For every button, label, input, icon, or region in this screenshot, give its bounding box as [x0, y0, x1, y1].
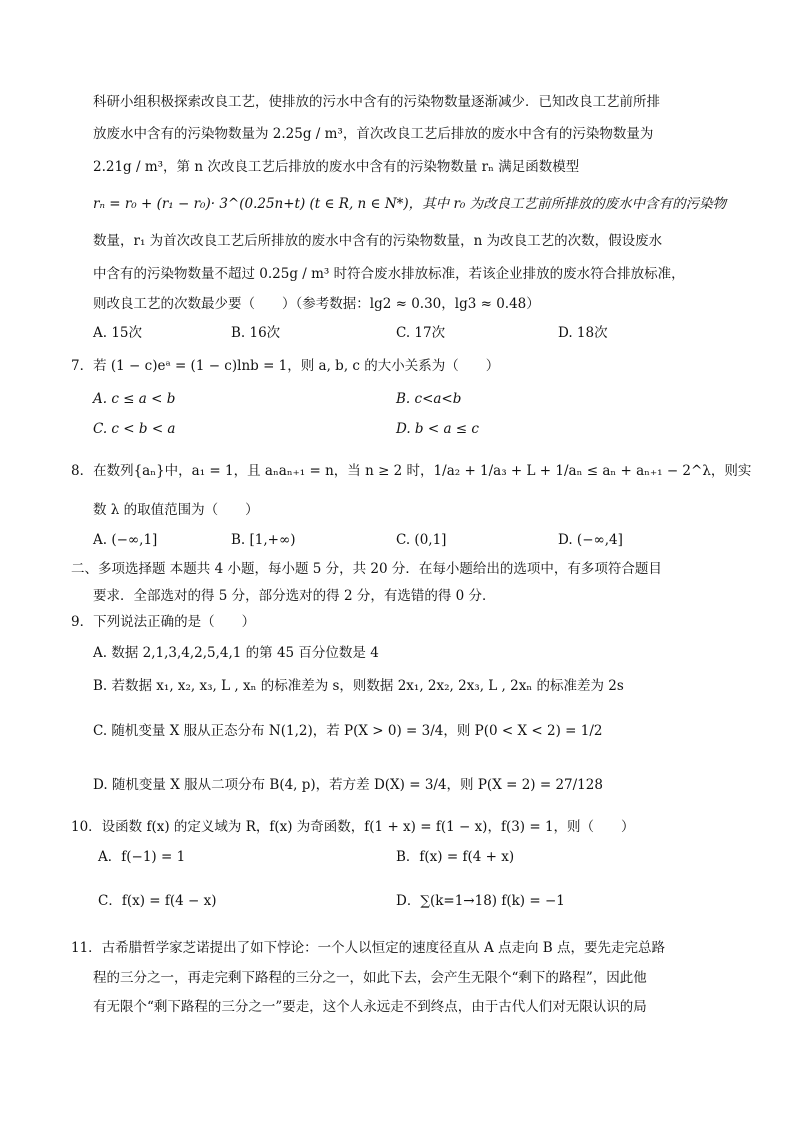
- q11-line-3: 有无限个“剩下路程的三分之一”要走，这个人永远走不到终点，由于古代人们对无限认识的局: [93, 999, 647, 1015]
- q10-stem: 10．设函数 f(x) 的定义域为 R，f(x) 为奇函数，f(1 + x) = f(1 − x)，f(3) = 1，则（ ）: [71, 819, 635, 835]
- q11-line-2: 程的三分之一，再走完剩下路程的三分之一，如此下去，会产生无限个“剩下的路程”，因此他: [93, 970, 647, 986]
- q7-option-c: C. c < b < a: [93, 421, 176, 437]
- q8-option-a: A. (−∞,1]: [93, 532, 158, 548]
- q8-option-b: B. [1,+∞): [231, 532, 296, 548]
- q6-option-b: B. 16次: [231, 325, 281, 341]
- q7-option-a: A. c ≤ a < b: [93, 391, 176, 407]
- q10-option-b: B．f(x) = f(4 + x): [396, 849, 515, 865]
- section-2-instructions: 要求．全部选对的得 5 分，部分选对的得 2 分，有选错的得 0 分．: [93, 588, 496, 604]
- q6-line-7: 则改良工艺的次数最少要（ ）（参考数据：lg2 ≈ 0.30，lg3 ≈ 0.48）: [93, 296, 540, 312]
- q8-stem-2: 数 λ 的取值范围为（ ）: [93, 502, 259, 518]
- q6-option-d: D. 18次: [558, 325, 608, 341]
- q8-stem: 8．在数列{aₙ}中，a₁ = 1，且 aₙaₙ₊₁ = n，当 n ≥ 2 时，1/a₂ + 1/a₃ + L + 1/aₙ ≤ aₙ + aₙ₊₁ − 2^λ，则实: [71, 463, 752, 479]
- q9-stem: 9．下列说法正确的是（ ）: [71, 614, 256, 630]
- q8-option-d: D. (−∞,4]: [558, 532, 623, 548]
- q6-line-5: 数量，r₁ 为首次改良工艺后所排放的废水中含有的污染物数量，n 为改良工艺的次数，假设废水: [93, 233, 663, 249]
- q10-option-a: A．f(−1) = 1: [98, 849, 186, 865]
- q6-line-6: 中含有的污染物数量不超过 0.25g / m³ 时符合废水排放标准，若该企业排放的废水符合排放标准，: [93, 266, 685, 282]
- section-2-heading: 二、多项选择题 本题共 4 小题，每小题 5 分，共 20 分．在每小题给出的选项中，有多项符合题目: [71, 561, 662, 577]
- q9-option-a: A. 数据 2,1,3,4,2,5,4,1 的第 45 百分位数是 4: [93, 645, 379, 661]
- q11-line-1: 11．古希腊哲学家芝诺提出了如下悖论：一个人以恒定的速度径直从 A 点走向 B 点，要先走完总路: [71, 940, 666, 956]
- q9-option-b: B. 若数据 x₁, x₂, x₃, L , xₙ 的标准差为 s，则数据 2x₁, 2x₂, 2x₃, L , 2xₙ 的标准差为 2s: [93, 678, 624, 694]
- q7-option-d: D. b < a ≤ c: [396, 421, 479, 437]
- q9-option-d: D. 随机变量 X 服从二项分布 B(4, p)，若方差 D(X) = 3/4，则 P(X = 2) = 27/128: [93, 777, 603, 793]
- q6-line-3: 2.21g / m³，第 n 次改良工艺后排放的废水中含有的污染物数量 rₙ 满足函数模型: [93, 159, 580, 175]
- q6-formula-line: rₙ = r₀ + (r₁ − r₀)· 3^(0.25n+t) (t ∈ R, n ∈ N*)，其中 r₀ 为改良工艺前所排放的废水中含有的污染物: [93, 196, 727, 212]
- q6-option-a: A. 15次: [93, 325, 143, 341]
- q7-stem: 7．若 (1 − c)eᵃ = (1 − c)lnb = 1，则 a, b, c 的大小关系为（ ）: [71, 358, 500, 374]
- q6-option-c: C. 17次: [396, 325, 446, 341]
- q10-option-c: C．f(x) = f(4 − x): [98, 893, 217, 909]
- q6-line-2: 放废水中含有的污染物数量为 2.25g / m³，首次改良工艺后排放的废水中含有的污染物数量为: [93, 126, 654, 142]
- q6-line-1: 科研小组积极探索改良工艺，使排放的污水中含有的污染物数量逐渐减少．已知改良工艺前所排: [93, 94, 660, 110]
- q8-option-c: C. (0,1]: [396, 532, 447, 548]
- q10-option-d: D．∑(k=1→18) f(k) = −1: [396, 893, 565, 909]
- q7-option-b: B. c<a<b: [396, 391, 462, 407]
- q9-option-c: C. 随机变量 X 服从正态分布 N(1,2)，若 P(X > 0) = 3/4，则 P(0 < X < 2) = 1/2: [93, 723, 603, 739]
